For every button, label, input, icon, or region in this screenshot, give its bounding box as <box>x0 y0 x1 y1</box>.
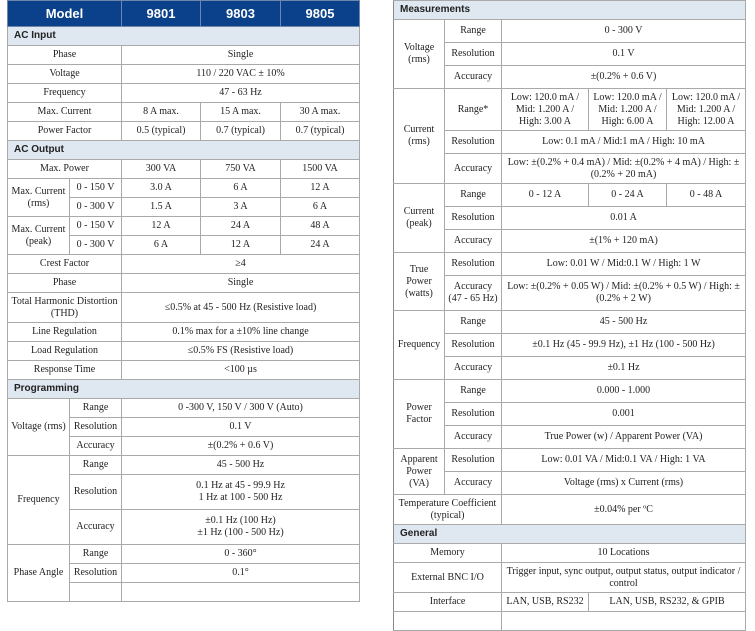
cell: 0.7 (typical) <box>201 122 281 141</box>
group-label: Power Factor <box>394 380 445 449</box>
cell: 12 A <box>281 179 360 198</box>
cell: 0 - 48 A <box>667 184 746 207</box>
sub-label: Resolution <box>445 334 502 357</box>
row-label: Phase <box>8 46 122 65</box>
table-row <box>394 563 746 593</box>
table-row <box>394 89 746 131</box>
group-label: Apparent Power (VA) <box>394 449 445 495</box>
row-label: Max. Power <box>8 160 122 179</box>
cell: 8 A max. <box>122 103 201 122</box>
cell: <100 µs <box>122 361 360 380</box>
row-label: Frequency <box>8 84 122 103</box>
sub-label: Resolution <box>70 564 122 583</box>
table-row <box>394 131 746 154</box>
row-label: Max. Current <box>8 103 122 122</box>
table-row <box>394 154 746 184</box>
row-label: Temperature Coefficient (typical) <box>394 495 502 525</box>
section-measurements: Measurements <box>394 1 746 20</box>
cell <box>122 583 360 602</box>
group-label: Phase Angle <box>8 545 70 602</box>
table-row <box>394 43 746 66</box>
cell: Trigger input, sync output, output status, output indicator / control <box>502 563 746 593</box>
table-row <box>394 311 746 334</box>
group-label: Max. Current (rms) <box>8 179 70 217</box>
cell: Low: 120.0 mA / Mid: 1.200 A / High: 12.00 A <box>667 89 746 131</box>
table-row <box>8 342 360 361</box>
spec-table-right <box>393 0 746 631</box>
cell: 6 A <box>281 198 360 217</box>
sub-label: Accuracy <box>445 66 502 89</box>
table-row <box>8 179 360 198</box>
line: 0.1 Hz at 45 - 99.9 Hz <box>196 480 285 491</box>
header-row <box>8 1 360 27</box>
cell: 12 A <box>122 217 201 236</box>
sub-label: Accuracy <box>70 437 122 456</box>
cell: 0.001 <box>502 403 746 426</box>
cell: 110 / 220 VAC ± 10% <box>122 65 360 84</box>
cell: 1.5 A <box>122 198 201 217</box>
table-row <box>8 46 360 65</box>
cell: 0.1° <box>122 564 360 583</box>
sub-label: 0 - 150 V <box>70 217 122 236</box>
table-row <box>394 334 746 357</box>
row-label: Interface <box>394 593 502 612</box>
spec-table-left <box>7 0 360 602</box>
row-label: Line Regulation <box>8 323 122 342</box>
cell: 0 - 360° <box>122 545 360 564</box>
sub-label: Accuracy <box>445 230 502 253</box>
table-row <box>394 230 746 253</box>
cell: 0.1 V <box>122 418 360 437</box>
sub-label: 0 - 300 V <box>70 236 122 255</box>
cell: ±0.04% per ºC <box>502 495 746 525</box>
sub-label: Resolution <box>445 449 502 472</box>
table-row <box>8 217 360 236</box>
cell <box>122 475 360 510</box>
model-9805-header: 9805 <box>281 1 360 27</box>
sub-label: Range <box>445 380 502 403</box>
model-9803-header: 9803 <box>201 1 281 27</box>
row-label: Phase <box>8 274 122 293</box>
section-general: General <box>394 525 746 544</box>
table-row <box>8 65 360 84</box>
cell: 6 A <box>201 179 281 198</box>
line: ±0.1 Hz (100 Hz) <box>205 515 276 526</box>
sub-label: Range <box>70 456 122 475</box>
cell: ≥4 <box>122 255 360 274</box>
cell: ±(1% + 120 mA) <box>502 230 746 253</box>
sub-label: Resolution <box>445 131 502 154</box>
sub-label: Resolution <box>445 207 502 230</box>
table-row <box>394 403 746 426</box>
cell: 750 VA <box>201 160 281 179</box>
row-label: Total Harmonic Distortion (THD) <box>8 293 122 323</box>
sub-label: Accuracy <box>445 357 502 380</box>
cell: ±(0.2% + 0.6 V) <box>122 437 360 456</box>
table-row <box>8 323 360 342</box>
table-row <box>8 399 360 418</box>
sub-label: Resolution <box>70 475 122 510</box>
sub-label: Resolution <box>70 418 122 437</box>
cell: Single <box>122 274 360 293</box>
cell: Low: 120.0 mA / Mid: 1.200 A / High: 6.00 A <box>589 89 667 131</box>
group-label: Current (rms) <box>394 89 445 184</box>
cell: ≤0.5% at 45 - 500 Hz (Resistive load) <box>122 293 360 323</box>
sub-label <box>70 583 122 602</box>
table-row <box>394 495 746 525</box>
row-label: External BNC I/O <box>394 563 502 593</box>
cell: Low: 0.01 W / Mid:0.1 W / High: 1 W <box>502 253 746 276</box>
sub-label: Accuracy (47 - 65 Hz) <box>445 276 502 311</box>
table-row <box>8 293 360 323</box>
section-ac-output: AC Output <box>8 141 360 160</box>
sub-label: Resolution <box>445 403 502 426</box>
cell: 15 A max. <box>201 103 281 122</box>
sub-label: Accuracy <box>445 472 502 495</box>
cell: 3.0 A <box>122 179 201 198</box>
cell: Voltage (rms) x Current (rms) <box>502 472 746 495</box>
cell: 45 - 500 Hz <box>122 456 360 475</box>
table-row <box>394 66 746 89</box>
table-row <box>394 20 746 43</box>
group-label: Current (peak) <box>394 184 445 253</box>
sub-label: Range <box>70 399 122 418</box>
table-row <box>394 472 746 495</box>
table-row <box>8 84 360 103</box>
sub-label: Range <box>70 545 122 564</box>
cell: ±0.1 Hz <box>502 357 746 380</box>
sub-label: Resolution <box>445 43 502 66</box>
table-row <box>394 593 746 612</box>
cell: ±0.1 Hz (45 - 99.9 Hz), ±1 Hz (100 - 500 Hz) <box>502 334 746 357</box>
cell: 0.1% max for a ±10% line change <box>122 323 360 342</box>
group-label: Frequency <box>8 456 70 545</box>
row-label: Power Factor <box>8 122 122 141</box>
row-label: Response Time <box>8 361 122 380</box>
cell <box>122 510 360 545</box>
table-row <box>8 545 360 564</box>
table-row <box>8 361 360 380</box>
row-label: Voltage <box>8 65 122 84</box>
cell: 0 - 12 A <box>502 184 589 207</box>
cell: 12 A <box>201 236 281 255</box>
cell: LAN, USB, RS232 <box>502 593 589 612</box>
cell: 0.1 V <box>502 43 746 66</box>
cell: Low: 0.01 VA / Mid:0.1 VA / High: 1 VA <box>502 449 746 472</box>
group-label: Voltage (rms) <box>394 20 445 89</box>
group-label: Max. Current (peak) <box>8 217 70 255</box>
cell: 0 - 24 A <box>589 184 667 207</box>
cell: 3 A <box>201 198 281 217</box>
cell: 24 A <box>201 217 281 236</box>
table-row <box>394 357 746 380</box>
cell: 48 A <box>281 217 360 236</box>
cell: ±(0.2% + 0.6 V) <box>502 66 746 89</box>
cell: 45 - 500 Hz <box>502 311 746 334</box>
row-label: Memory <box>394 544 502 563</box>
line: ±1 Hz (100 - 500 Hz) <box>197 527 284 538</box>
sub-label: Accuracy <box>70 510 122 545</box>
cell: 0.000 - 1.000 <box>502 380 746 403</box>
cell: 0.7 (typical) <box>281 122 360 141</box>
cell: 300 VA <box>122 160 201 179</box>
cell: 10 Locations <box>502 544 746 563</box>
table-row <box>8 456 360 475</box>
cell: Low: 120.0 mA / Mid: 1.200 A / High: 3.00 A <box>502 89 589 131</box>
table-row <box>394 276 746 311</box>
model-9801-header: 9801 <box>122 1 201 27</box>
cell: 0.5 (typical) <box>122 122 201 141</box>
cell: 24 A <box>281 236 360 255</box>
row-label: Load Regulation <box>8 342 122 361</box>
sub-label: Range <box>445 20 502 43</box>
table-row <box>394 184 746 207</box>
group-label: True Power (watts) <box>394 253 445 311</box>
table-row <box>8 122 360 141</box>
cell: 0 - 300 V <box>502 20 746 43</box>
table-row <box>394 426 746 449</box>
cell: LAN, USB, RS232, & GPIB <box>589 593 746 612</box>
table-row <box>394 207 746 230</box>
table-row <box>394 612 746 631</box>
group-label: Voltage (rms) <box>8 399 70 456</box>
cell: 0 -300 V, 150 V / 300 V (Auto) <box>122 399 360 418</box>
cell: Low: 0.1 mA / Mid:1 mA / High: 10 mA <box>502 131 746 154</box>
sub-label: Resolution <box>445 253 502 276</box>
sub-label: 0 - 300 V <box>70 198 122 217</box>
sub-label: Accuracy <box>445 154 502 184</box>
cell: 30 A max. <box>281 103 360 122</box>
cell: ≤0.5% FS (Resistive load) <box>122 342 360 361</box>
row-label: Crest Factor <box>8 255 122 274</box>
sub-label: Range <box>445 311 502 334</box>
row-label <box>394 612 502 631</box>
cell: 6 A <box>122 236 201 255</box>
table-row <box>394 380 746 403</box>
table-row <box>8 103 360 122</box>
table-row <box>394 253 746 276</box>
sub-label: Accuracy <box>445 426 502 449</box>
table-row <box>8 274 360 293</box>
cell: 47 - 63 Hz <box>122 84 360 103</box>
cell: True Power (w) / Apparent Power (VA) <box>502 426 746 449</box>
cell: Single <box>122 46 360 65</box>
line: 1 Hz at 100 - 500 Hz <box>198 492 283 503</box>
table-row <box>394 449 746 472</box>
sub-label: 0 - 150 V <box>70 179 122 198</box>
cell: Low: ±(0.2% + 0.05 W) / Mid: ±(0.2% + 0.5 W) / High: ±(0.2% + 2 W) <box>502 276 746 311</box>
section-programming: Programming <box>8 380 360 399</box>
cell <box>502 612 746 631</box>
cell: Low: ±(0.2% + 0.4 mA) / Mid: ±(0.2% + 4 mA) / High: ±(0.2% + 20 mA) <box>502 154 746 184</box>
sub-label: Range* <box>445 89 502 131</box>
section-ac-input: AC Input <box>8 27 360 46</box>
group-label: Frequency <box>394 311 445 380</box>
cell: 1500 VA <box>281 160 360 179</box>
cell: 0.01 A <box>502 207 746 230</box>
table-row <box>394 544 746 563</box>
model-header: Model <box>8 1 122 27</box>
table-row <box>8 255 360 274</box>
sub-label: Range <box>445 184 502 207</box>
table-row <box>8 160 360 179</box>
